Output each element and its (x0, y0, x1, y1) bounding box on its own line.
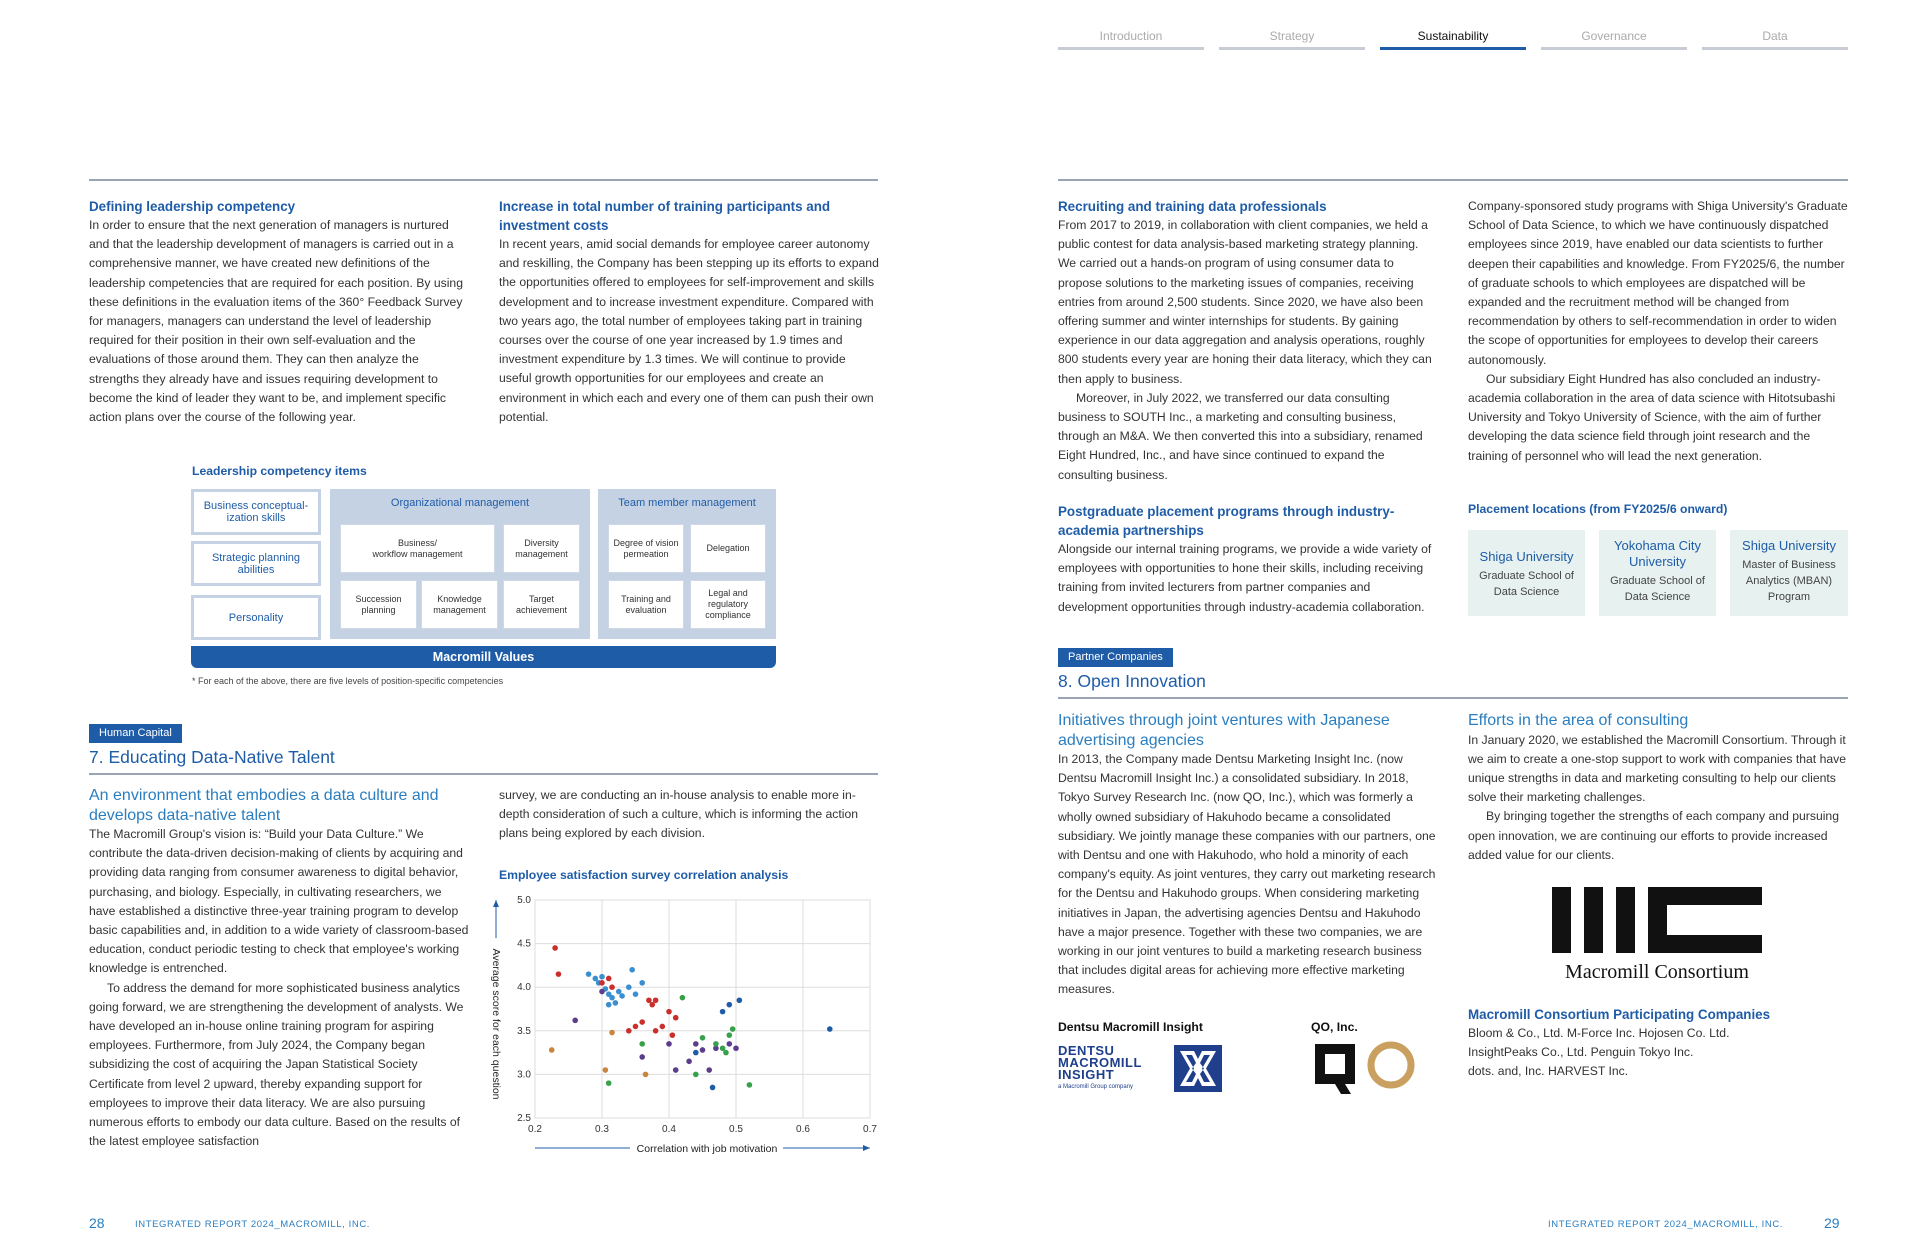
data-point (613, 1000, 619, 1006)
y-tick-label: 2.5 (517, 1113, 531, 1124)
data-point (670, 1032, 676, 1038)
program-name: Graduate School of Data Science (1479, 570, 1574, 598)
data-point (700, 1047, 706, 1053)
data-point (653, 997, 659, 1003)
data-point (552, 945, 558, 951)
competency-item: Diversity management (503, 524, 580, 573)
paragraph: To address the demand for more sophisticated business analytics going forward, we are strengthening the development of analysts. We have developed an in-house online training program for aspiring employees. Furthermore, from July 2024, the Company began subsidizing the cost of acquiring the Japan Statistical Society Certificate from level 2 upward, thereby expanding support for employees to improve their data literacy. We are also pursuing numerous efforts to embody our data culture. Based on the results of the latest employee satisfaction (89, 980, 464, 1149)
data-point (643, 1072, 649, 1078)
data-point (706, 1067, 712, 1073)
competency-item: Delegation (690, 524, 766, 573)
data-point (606, 976, 612, 982)
data-point (693, 1072, 699, 1078)
tab-introduction[interactable]: Introduction (1058, 28, 1204, 50)
chart-title: Employee satisfaction survey correlation analysis (499, 868, 789, 882)
participants-title: Macromill Consortium Participating Companies (1468, 1007, 1771, 1022)
y-tick-label: 4.0 (517, 982, 531, 994)
data-point (549, 1047, 555, 1053)
body-text: In recent years, amid social demands for employee career autonomy and reskilling, the Company has been stepping up its efforts to expand the opportunities offered to employees for self-improvement and skills development and to increase investment expenditure. Compared with two years ago, the total number of employees taking part in training courses over the course of one year increased by 1.9 times and investment expenditure by 1.3 times. We will continue to provide useful growth opportunities for our employees and create an environment in which each and every one of them can push their own potential. (499, 237, 879, 424)
university-name: Yokohama City University (1614, 538, 1701, 569)
dentsu-mark-icon (1174, 1045, 1222, 1092)
section-tag: Human Capital (89, 724, 182, 743)
data-point (666, 1009, 672, 1015)
organizational-management-group (330, 489, 590, 639)
competency-item: Training and evaluation (608, 580, 684, 629)
data-point (713, 1041, 719, 1047)
postgraduate-section (1058, 502, 1438, 617)
participant-line: InsightPeaks Co., Ltd. Penguin Tokyo Inc. (1468, 1045, 1694, 1060)
section-heading: Increase in total number of training participants and investment costs (499, 199, 831, 233)
footer-report-title: INTEGRATED REPORT 2024_MACROMILL, INC. (1548, 1219, 1784, 1230)
data-point (599, 974, 605, 980)
leadership-section (89, 197, 467, 427)
macromill-consortium-logo (1550, 887, 1764, 985)
section-heading: Defining leadership competency (89, 199, 296, 214)
program-name: Graduate School of Data Science (1610, 575, 1705, 603)
paragraph: From 2017 to 2019, in collaboration with client companies, we held a public contest for data analysis-based marketing strategy planning. We carried out a hands-on program of using consumer data to propose solutions to the marketing issues of companies, receiving entries from around 2,500 students. Since 2020, we have also been offering summer and winter internships for students. By gaining experience in our data aggregation and analysis operations, roughly 800 students every year are honing their data literacy, which they can then apply to business. (1058, 218, 1432, 386)
y-tick-label: 3.0 (517, 1069, 531, 1081)
divider (1058, 179, 1848, 181)
data-point (673, 1067, 679, 1073)
x-tick-label: 0.6 (796, 1124, 810, 1135)
macromill-values-bar: Macromill Values (191, 646, 776, 668)
university-name: Shiga University (1742, 538, 1836, 553)
data-point (737, 997, 743, 1003)
body-text: In order to ensure that the next generation of managers is nurtured and that the leadership development of managers is carried out in a comprehensive manner, we have created new definitions of the leadership competencies that are required for each position. By using these definitions in the evaluation items of the 360° Feedback Survey for managers, managers can understand the level of leadership required for their position in their own self-evaluation and the evaluations of those around them. They can then analyze the strengths they already have and issues requiring development to become the kind of leader they want to be, and implement specific action plans over the course of the following year. (89, 218, 463, 425)
placement-card (1730, 530, 1848, 616)
x-tick-label: 0.7 (863, 1124, 877, 1135)
data-point (693, 1041, 699, 1047)
data-point (599, 980, 605, 986)
divider (89, 179, 878, 181)
data-point (730, 1026, 736, 1032)
data-point (747, 1082, 753, 1088)
placement-title: Placement locations (from FY2025/6 onward) (1468, 502, 1728, 516)
qo-label: QO, Inc. (1311, 1020, 1358, 1034)
data-point (556, 971, 562, 977)
data-point (619, 993, 625, 999)
paragraph: survey, we are conducting an in-house analysis to enable more in-depth consideration of such a culture, which is informing the action plans being explored by each division. (499, 788, 859, 841)
paragraph: In January 2020, we established the Macromill Consortium. Through it we aim to create a one-stop support to work with companies that have unique strengths in data and marketing consulting to help our clients solve their marketing challenges. (1468, 732, 1847, 805)
data-point (599, 989, 605, 995)
section-heading: Recruiting and training data professionals (1058, 199, 1327, 214)
data-point (723, 1050, 729, 1056)
data-culture-section (89, 786, 469, 1151)
dentsu-logo-wordmark: DENTSU MACROMILL INSIGHT (1058, 1043, 1142, 1082)
x-axis-arrowhead (863, 1145, 870, 1151)
placement-card (1468, 530, 1585, 616)
participant-line: dots. and, Inc. HARVEST Inc. (1468, 1064, 1629, 1079)
data-point (673, 1015, 679, 1021)
footer-report-title: INTEGRATED REPORT 2024_MACROMILL, INC. (135, 1219, 371, 1230)
data-point (660, 1024, 666, 1030)
qo-logo-icon (1311, 1040, 1421, 1098)
x-tick-label: 0.2 (528, 1124, 542, 1135)
group-title: Organizational management (390, 497, 530, 509)
university-name: Shiga University (1479, 549, 1574, 564)
data-point (720, 1009, 726, 1015)
paragraph: The Macromill Group's vision is: “Build your Data Culture.” We contribute the data-driven decision-making of clients by acquiring and providing data ranging from consumer awareness to digital behavior, purchasing, and biology. Especially, in cultivating researchers, we have established a distinctive three-year training program to develop basic capabilities and, in addition to a wide variety of classroom-based education, conduct periodic testing to check that employee's working knowledge is entrenched. (89, 827, 469, 976)
data-point (639, 1054, 645, 1060)
data-point (609, 1030, 615, 1036)
data-point (626, 984, 632, 990)
competency-item: Business/ workflow management (340, 524, 495, 573)
section-heading: Efforts in the area of consulting (1468, 712, 1689, 729)
data-point (639, 1019, 645, 1025)
data-point (680, 995, 686, 1001)
x-tick-label: 0.3 (595, 1124, 609, 1135)
data-point (586, 971, 592, 977)
diagram-footnote: * For each of the above, there are five levels of position-specific competencies (192, 676, 504, 686)
body-text: In 2013, the Company made Dentsu Marketing Insight Inc. (now Dentsu Macromill Insight Inc.) a consolidated subsidiary. In 2018, Tokyo Survey Research Inc. (now QO, Inc.), which was formerly a wholly owned subsidiary of Hakuhodo became a consolidated subsidiary. We jointly manage these companies with our partners, one with Dentsu and one with Hakuhodo, who hold a minority of each company's equity. As joint ventures, they carry out marketing research for the Dentsu and Hakuhodo groups. When considering marketing initiatives in Japan, the advertising agencies Dentsu and Hakuhodo have a major presence. Together with these two companies, we are working in our joint ventures to build a marketing research business that includes digital areas for achieving more effective marketing measures. (1058, 752, 1436, 997)
data-point (727, 1002, 733, 1008)
dentsu-label: Dentsu Macromill Insight (1058, 1020, 1203, 1034)
training-section (499, 197, 879, 427)
page-number: 28 (89, 1215, 105, 1231)
data-point (686, 1059, 692, 1065)
divider (1058, 697, 1848, 699)
dentsu-logo-subtitle: a Macromill Group company (1058, 1084, 1134, 1090)
data-point (710, 1085, 716, 1091)
consortium-mark-icon (1550, 887, 1764, 955)
participant-line: Bloom & Co., Ltd. M-Force Inc. Hojosen Co. Ltd. (1468, 1026, 1730, 1040)
consortium-logo-text: Macromill Consortium (1565, 961, 1749, 983)
group-title: Team member management (618, 497, 756, 509)
data-point (626, 1028, 632, 1034)
consortium-participants (1468, 1005, 1848, 1082)
placement-card (1599, 530, 1716, 616)
data-point (733, 1045, 739, 1051)
paragraph: By bringing together the strengths of each company and pursuing open innovation, we are continuing our efforts to provide increased added value for our clients. (1468, 809, 1839, 862)
competency-item: Legal and regulatory compliance (690, 580, 766, 629)
section-heading: Initiatives through joint ventures with Japanese advertising agencies (1058, 712, 1390, 749)
body-text (1468, 731, 1848, 865)
competency-item: Strategic planning abilities (191, 541, 321, 586)
data-point (666, 1041, 672, 1047)
body-text (89, 825, 469, 1151)
data-point (609, 995, 615, 1001)
consulting-section (1468, 711, 1848, 865)
data-point (606, 1002, 612, 1008)
section-title: 7. Educating Data-Native Talent (89, 747, 335, 767)
data-point (693, 1050, 699, 1056)
y-axis-arrowhead (493, 900, 499, 907)
data-point (700, 1035, 706, 1041)
y-tick-label: 4.5 (517, 938, 531, 950)
diagram-title: Leadership competency items (192, 464, 367, 478)
plot-area (535, 900, 870, 1118)
section-heading: An environment that embodies a data culture and develops data-native talent (89, 787, 439, 824)
competency-item: Knowledge management (421, 580, 498, 629)
team-member-management-group (598, 489, 776, 639)
data-point (653, 1028, 659, 1034)
joint-ventures-section (1058, 711, 1438, 1000)
competency-item: Business conceptual-ization skills (191, 489, 321, 535)
body-text: Alongside our internal training programs, we provide a wide variety of employees with opportunities to hone their skills, including receiving training from invited lecturers from partner companies and development opportunities through industry-academia collaboration. (1058, 542, 1432, 614)
program-name: Master of Business Analytics (MBAN) Program (1742, 559, 1836, 603)
data-point (609, 984, 615, 990)
data-point (827, 1026, 833, 1032)
data-point (727, 1041, 733, 1047)
y-tick-label: 3.5 (517, 1025, 531, 1037)
x-axis-label: Correlation with job motivation (636, 1143, 778, 1155)
data-point (572, 1018, 578, 1024)
competency-item: Personality (191, 595, 321, 640)
y-axis-label: Average score for each question (490, 948, 502, 1100)
page-number: 29 (1824, 1215, 1840, 1231)
scatter-chart (490, 892, 890, 1162)
tab-data[interactable]: Data (1702, 28, 1848, 50)
section-tag: Partner Companies (1058, 648, 1173, 667)
data-point (639, 980, 645, 986)
section-title: 8. Open Innovation (1058, 671, 1206, 691)
data-point (633, 1024, 639, 1030)
recruiting-section (1058, 197, 1438, 485)
paragraph: Moreover, in July 2022, we transferred our data consulting business to SOUTH Inc., a marketing and consulting business, through an M&A. We then converted this into a subsidiary, renamed Eight Hundred, Inc., and have since continued to expand the consulting business. (1058, 390, 1423, 482)
competency-item: Degree of vision permeation (608, 524, 684, 573)
study-programs-text (1468, 197, 1848, 466)
data-point (633, 991, 639, 997)
tab-governance[interactable]: Governance (1541, 28, 1687, 50)
x-tick-label: 0.4 (662, 1124, 676, 1135)
competency-item: Target achievement (503, 580, 580, 629)
divider (89, 773, 878, 775)
data-point (606, 1080, 612, 1086)
tab-strategy[interactable]: Strategy (1219, 28, 1365, 50)
data-point (727, 1032, 733, 1038)
data-point (603, 1067, 609, 1073)
body-text (1058, 216, 1438, 485)
competency-item: Succession planning (340, 580, 417, 629)
tab-sustainability[interactable]: Sustainability (1380, 28, 1526, 50)
data-point (629, 967, 635, 973)
data-point (639, 1041, 645, 1047)
paragraph: Company-sponsored study programs with Shiga University's Graduate School of Data Science, to which we have continuously dispatched employees since 2019, have enabled our data scientists to further deepen their capabilities and knowledge. From FY2025/6, the number of graduate schools to which employees are dispatched will be expanded and the recruitment method will be changed from recommendation by others to self-recommendation in order to widen the scope of opportunities for employees to develop their careers autonomously. (1468, 199, 1848, 367)
x-tick-label: 0.5 (729, 1124, 743, 1135)
paragraph: Our subsidiary Eight Hundred has also concluded an industry-academia collaboration in the area of data science with Hitotsubashi University and Tokyo University of Science, with the aim of further developing the data science field through joint research and the training of personnel who will lead the next generation. (1468, 371, 1836, 463)
section-heading: Postgraduate placement programs through industry-academia partnerships (1058, 504, 1395, 538)
y-tick-label: 5.0 (517, 895, 531, 906)
dentsu-macromill-insight-logo (1058, 1043, 1228, 1095)
